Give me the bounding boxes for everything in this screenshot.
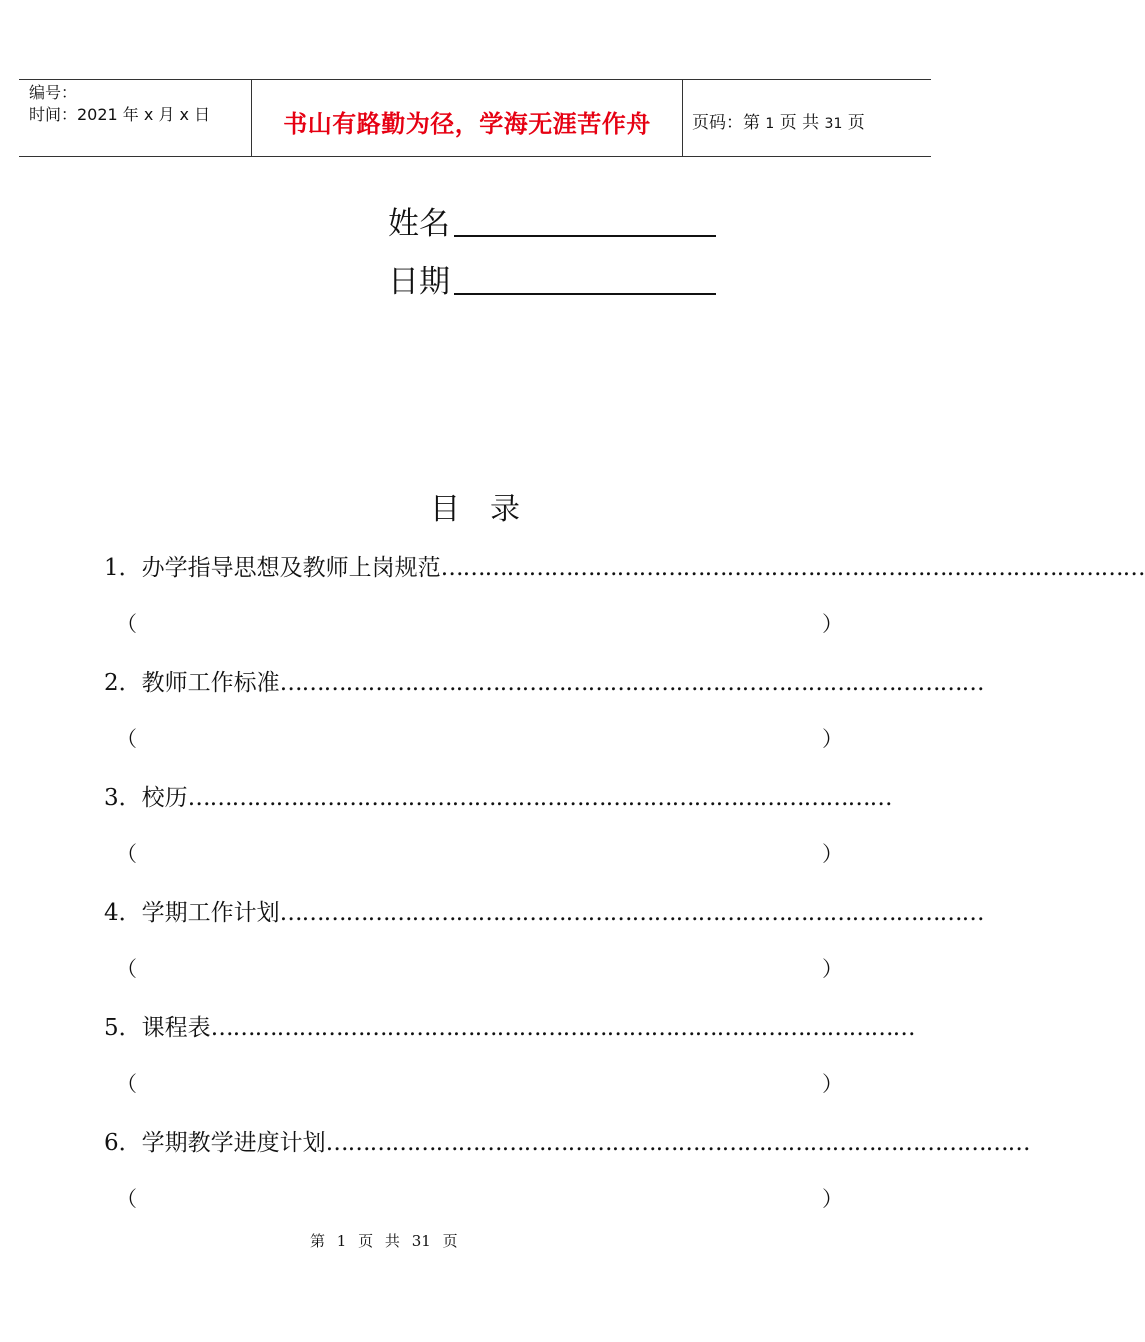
header-page-mid: 页 共 bbox=[779, 113, 820, 133]
header-time-label: 时间：2021 年 x 月 x 日 bbox=[29, 105, 211, 124]
footer-word-di: 第 bbox=[310, 1232, 326, 1250]
footer-total-pages: 31 bbox=[411, 1232, 431, 1250]
toc-page-close: ） bbox=[822, 1072, 843, 1096]
toc-leader-dots: …………………………………………………………………………………… bbox=[325, 1130, 1030, 1156]
toc-page-open: （ bbox=[116, 612, 137, 636]
header-page-suffix: 页 bbox=[847, 113, 865, 133]
toc-page-close: ） bbox=[822, 842, 843, 866]
header-motto: 书山有路勤为径，学海无涯苦作舟 bbox=[283, 110, 651, 138]
name-row bbox=[388, 198, 716, 243]
toc-leader-dots: …………………………………………………………………………………… bbox=[210, 1015, 915, 1041]
footer-word-gong: 共 bbox=[384, 1232, 400, 1250]
toc-entry bbox=[104, 894, 984, 927]
toc-page-open: （ bbox=[116, 957, 137, 981]
toc-leader-dots: …………………………………………………………………………………… bbox=[187, 785, 892, 811]
toc-page-close: ） bbox=[822, 1187, 843, 1211]
toc-entry-label: 3．校历 bbox=[104, 785, 188, 811]
toc-page-close: ） bbox=[822, 727, 843, 751]
header-page-prefix: 页码：第 bbox=[692, 113, 760, 133]
toc-entry bbox=[104, 1124, 1030, 1157]
toc-page-open: （ bbox=[116, 1187, 137, 1211]
toc-entry-label: 2．教师工作标准 bbox=[104, 670, 280, 696]
toc-page-close: ） bbox=[822, 957, 843, 981]
toc-title: 目录 bbox=[430, 492, 550, 527]
date-row bbox=[388, 256, 716, 301]
header-divider-2 bbox=[682, 80, 683, 156]
name-label: 姓名 bbox=[388, 206, 450, 242]
footer-current-page: 1 bbox=[336, 1232, 347, 1250]
header-page-current: 1 bbox=[765, 116, 775, 132]
header-meta bbox=[29, 82, 210, 126]
toc-page-close: ） bbox=[822, 612, 843, 636]
footer-word-ye: 页 bbox=[358, 1232, 374, 1250]
toc-page-open: （ bbox=[116, 842, 137, 866]
toc-leader-dots: …………………………………………………………………………………… bbox=[279, 900, 984, 926]
toc-entry bbox=[104, 664, 984, 697]
name-blank-line bbox=[454, 205, 716, 237]
toc-entry bbox=[104, 779, 892, 812]
toc-entry bbox=[104, 549, 1145, 582]
date-label: 日期 bbox=[388, 264, 450, 300]
page-header bbox=[19, 79, 931, 157]
toc-entry-label: 1．办学指导思想及教师上岗规范 bbox=[104, 555, 441, 581]
toc-page-open: （ bbox=[116, 1072, 137, 1096]
toc-leader-dots: …………………………………………………………………………………… bbox=[279, 670, 984, 696]
toc-page-open: （ bbox=[116, 727, 137, 751]
footer-word-ye-end: 页 bbox=[442, 1232, 458, 1250]
date-blank-line bbox=[454, 263, 716, 295]
toc-entry-label: 4．学期工作计划 bbox=[104, 900, 280, 926]
toc-entry-label: 6．学期教学进度计划 bbox=[104, 1130, 326, 1156]
toc-leader-dots: …………………………………………………………………………………… bbox=[440, 555, 1145, 581]
toc-entry-label: 5．课程表 bbox=[104, 1015, 211, 1041]
header-page-total: 31 bbox=[824, 116, 843, 132]
header-number-label: 编号： bbox=[29, 83, 78, 102]
toc-entry bbox=[104, 1009, 915, 1042]
page-footer bbox=[0, 1230, 950, 1251]
header-page-info bbox=[692, 108, 865, 133]
